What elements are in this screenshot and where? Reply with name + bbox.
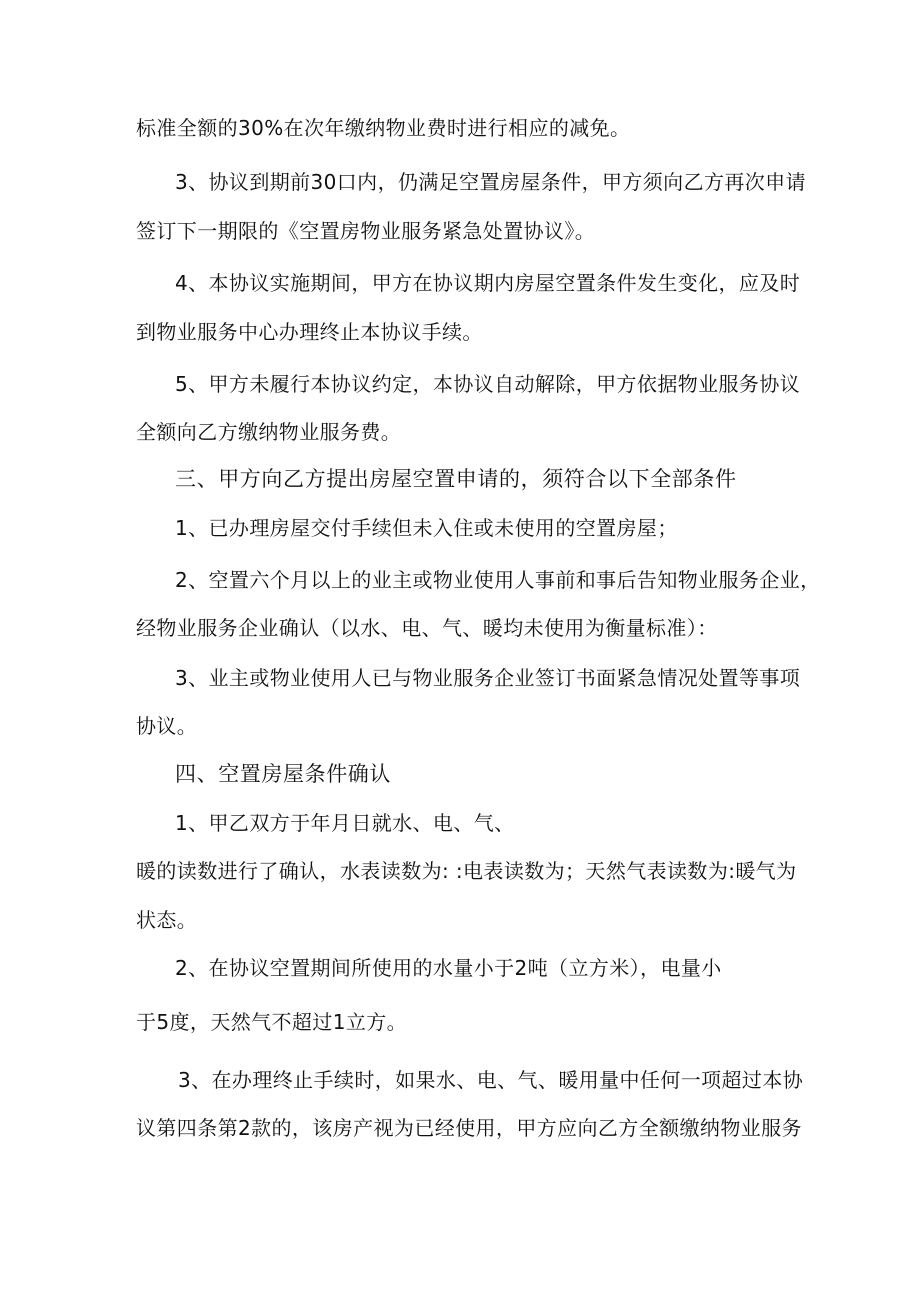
clause-5-line-2: 全额向乙方缴纳物业服务费。 bbox=[136, 420, 402, 444]
section-3-item-3-line-2: 协议。 bbox=[136, 714, 198, 738]
clause-4-line-2: 到物业服务中心办理终止本协议手续。 bbox=[136, 320, 483, 344]
section-4-item-2-line-2: 于5度，天然气不超过1立方。 bbox=[136, 1010, 408, 1034]
clause-3-line-2: 签订下一期限的《空置房物业服务紧急处置协议》。 bbox=[136, 219, 596, 243]
section-4-item-3-line-1: 3、在办理终止手续时，如果水、电、气、暖用量中任何一项超过本协 bbox=[178, 1068, 804, 1092]
section-4-heading: 四、空置房屋条件确认 bbox=[175, 762, 391, 786]
section-4-item-3-line-2: 议第四条第2款的，该房产视为已经使用，甲方应向乙方全额缴纳物业服务 bbox=[136, 1116, 802, 1140]
clause-3-line-1: 3、协议到期前30口内，仍满足空置房屋条件，甲方须向乙方再次申请 bbox=[175, 170, 806, 194]
section-3-item-1: 1、已办理房屋交付手续但未入住或未使用的空置房屋； bbox=[175, 516, 678, 540]
section-3-item-3-line-1: 3、业主或物业使用人已与物业服务企业签订书面紧急情况处置等事项 bbox=[175, 666, 801, 690]
section-3-item-2-line-1: 2、空置六个月以上的业主或物业使用人事前和事后告知物业服务企业， bbox=[175, 568, 821, 592]
clause-5-line-1: 5、甲方未履行本协议约定，本协议自动解除，甲方依据物业服务协议 bbox=[175, 372, 801, 396]
paragraph-line-continuation: 标准全额的30%在次年缴纳物业费时进行相应的减免。 bbox=[136, 116, 631, 140]
section-3-item-2-line-2: 经物业服务企业确认（以水、电、气、暖均未使用为衡量标准）： bbox=[136, 616, 718, 640]
section-4-item-1-line-3: 状态。 bbox=[136, 908, 198, 932]
section-4-item-1-line-2: 暖的读数进行了确认，水表读数为: :电表读数为；天然气表读数为:暖气为 bbox=[136, 859, 797, 883]
section-4-item-1-line-1: 1、甲乙双方于年月日就水、电、气、 bbox=[175, 811, 515, 835]
section-3-heading: 三、甲方向乙方提出房屋空置申请的，须符合以下全部条件 bbox=[175, 467, 737, 491]
section-4-item-2-line-1: 2、在协议空置期间所使用的水量小于2吨（立方米），电量小 bbox=[175, 956, 722, 980]
clause-4-line-1: 4、本协议实施期间，甲方在协议期内房屋空置条件发生变化，应及时 bbox=[175, 271, 801, 295]
